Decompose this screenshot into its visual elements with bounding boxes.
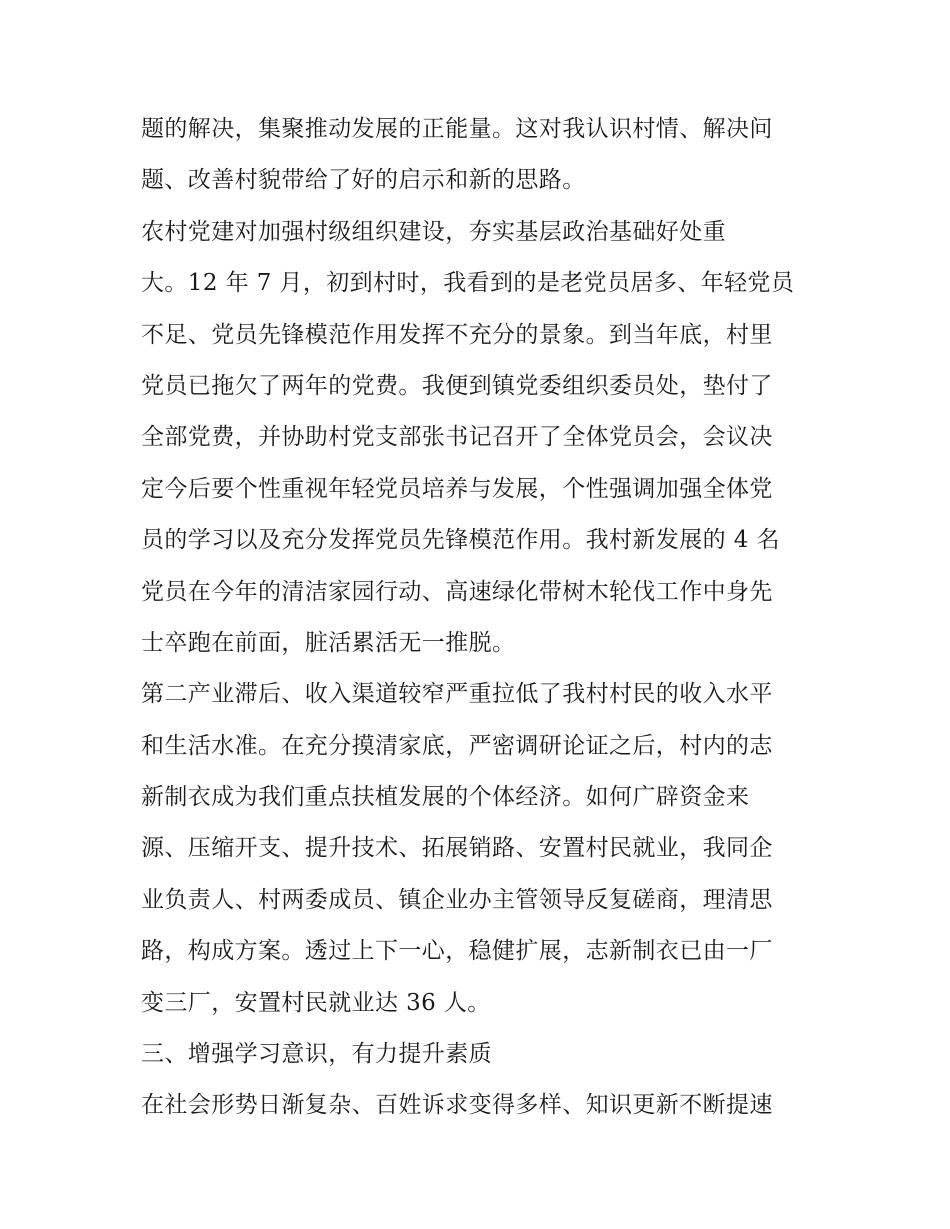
text-line: 第二产业滞后、收入渠道较窄严重拉低了我村村民的收入水平 (141, 681, 773, 708)
text-line: 变三厂，安置村民就业达 36 人。 (141, 989, 491, 1016)
section-heading: 三、增强学习意识，有力提升素质 (141, 1041, 492, 1068)
text-line: 路，构成方案。透过上下一心，稳健扩展，志新制衣已由一厂 (141, 938, 773, 965)
text-line: 全部党费，并协助村党支部张书记召开了全体党员会，会议决 (141, 424, 773, 451)
text-line: 和生活水准。在充分摸清家底，严密调研论证之后，村内的志 (141, 732, 773, 759)
text-line: 题、改善村貌带给了好的启示和新的思路。 (141, 167, 586, 194)
text-line: 党员在今年的清洁家园行动、高速绿化带树木轮伐工作中身先 (141, 578, 773, 605)
text-line: 不足、党员先锋模范作用发挥不充分的景象。到当年底，村里 (141, 321, 773, 348)
text-line: 党员已拖欠了两年的党费。我便到镇党委组织委员处，垫付了 (141, 372, 773, 399)
text-line: 大。12 年 7 月，初到村时，我看到的是老党员居多、年轻党员 (141, 270, 795, 297)
text-line: 士卒跑在前面，脏活累活无一推脱。 (141, 629, 516, 656)
text-line: 源、压缩开支、提升技术、拓展销路、安置村民就业，我同企 (141, 835, 773, 862)
text-line: 在社会形势日渐复杂、百姓诉求变得多样、知识更新不断提速 (141, 1092, 773, 1119)
text-line: 员的学习以及充分发挥党员先锋模范作用。我村新发展的 4 名 (141, 527, 780, 554)
text-line: 题的解决，集聚推动发展的正能量。这对我认识村情、解决问 (141, 116, 773, 142)
text-line: 定今后要个性重视年轻党员培养与发展，个性强调加强全体党 (141, 475, 773, 502)
document-body (141, 104, 821, 1132)
text-line: 业负责人、村两委成员、镇企业办主管领导反复磋商，理清思 (141, 886, 773, 913)
text-line: 农村党建对加强村级组织建设，夯实基层政治基础好处重 (141, 218, 726, 245)
text-line: 新制衣成为我们重点扶植发展的个体经济。如何广辟资金来 (141, 784, 750, 811)
